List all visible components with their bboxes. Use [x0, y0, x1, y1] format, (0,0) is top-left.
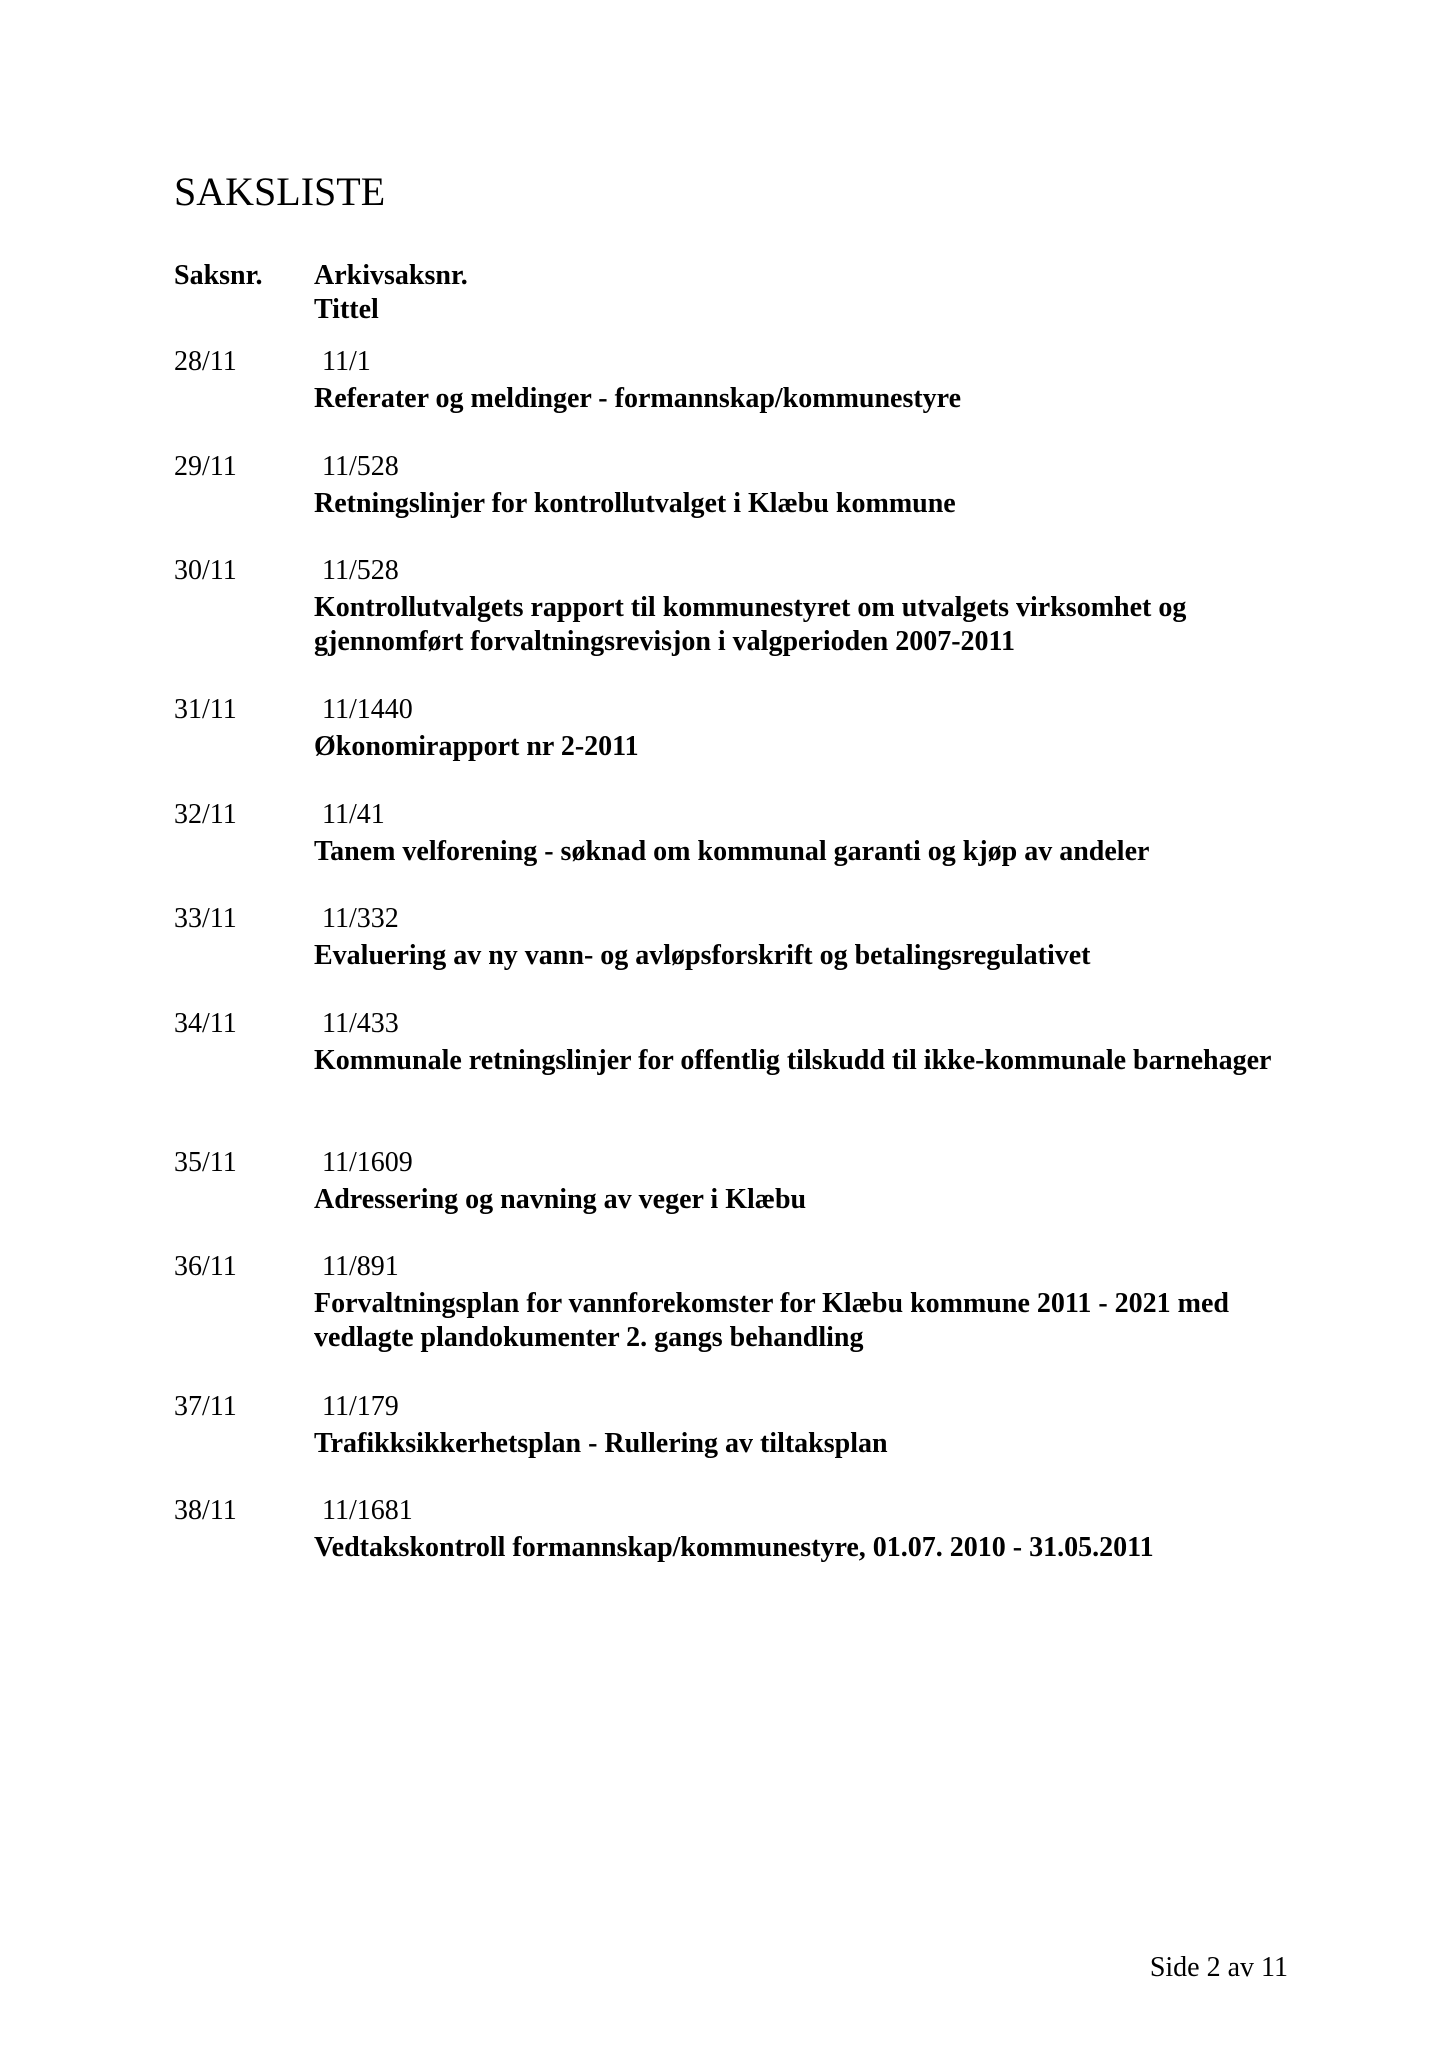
archive-number: 11/528 — [322, 555, 399, 586]
archive-number: 11/1681 — [322, 1495, 413, 1526]
case-number: 29/11 — [174, 451, 237, 482]
case-title: Kontrollutvalgets rapport til kommunestyret om utvalgets virksomhet og gjennomført forvaltningsrevisjon i valgperioden 2007-2011 — [314, 592, 1187, 657]
case-number: 34/11 — [174, 1008, 237, 1039]
column-header-arkivsaksnr: Arkivsaksnr. — [314, 260, 468, 291]
case-number: 28/11 — [174, 346, 237, 377]
archive-number: 11/891 — [322, 1251, 399, 1282]
case-title: Tanem velforening - søknad om kommunal garanti og kjøp av andeler — [314, 836, 1150, 867]
archive-number: 11/433 — [322, 1008, 399, 1039]
case-title: Vedtakskontroll formannskap/kommunestyre, 01.07. 2010 - 31.05.2011 — [314, 1532, 1154, 1563]
case-number: 37/11 — [174, 1391, 237, 1422]
archive-number: 11/528 — [322, 451, 399, 482]
archive-number: 11/41 — [322, 799, 385, 830]
case-title: Retningslinjer for kontrollutvalget i Klæbu kommune — [314, 488, 956, 519]
case-number: 38/11 — [174, 1495, 237, 1526]
case-title: Referater og meldinger - formannskap/kommunestyre — [314, 383, 962, 414]
archive-number: 11/332 — [322, 903, 399, 934]
case-title: Økonomirapport nr 2-2011 — [314, 731, 639, 762]
archive-number: 11/1440 — [322, 694, 413, 725]
case-number: 33/11 — [174, 903, 237, 934]
case-number: 32/11 — [174, 799, 237, 830]
archive-number: 11/1 — [322, 346, 371, 377]
archive-number: 11/179 — [322, 1391, 399, 1422]
case-number: 36/11 — [174, 1251, 237, 1282]
case-title: Kommunale retningslinjer for offentlig tilskudd til ikke-kommunale barnehager — [314, 1045, 1272, 1076]
column-header-tittel: Tittel — [314, 294, 379, 325]
page-number: Side 2 av 11 — [1149, 1952, 1288, 1983]
case-title: Forvaltningsplan for vannforekomster for Klæbu kommune 2011 - 2021 med vedlagte plandokumenter 2. gangs behandling — [314, 1288, 1229, 1353]
column-header-saksnr: Saksnr. — [174, 260, 263, 291]
case-number: 35/11 — [174, 1147, 237, 1178]
case-number: 31/11 — [174, 694, 237, 725]
case-title: Adressering og navning av veger i Klæbu — [314, 1184, 807, 1215]
case-title: Trafikksikkerhetsplan - Rullering av tiltaksplan — [314, 1428, 888, 1459]
case-number: 30/11 — [174, 555, 237, 586]
archive-number: 11/1609 — [322, 1147, 413, 1178]
case-title: Evaluering av ny vann- og avløpsforskrift og betalingsregulativet — [314, 940, 1091, 971]
page-title: SAKSLISTE — [174, 169, 386, 214]
